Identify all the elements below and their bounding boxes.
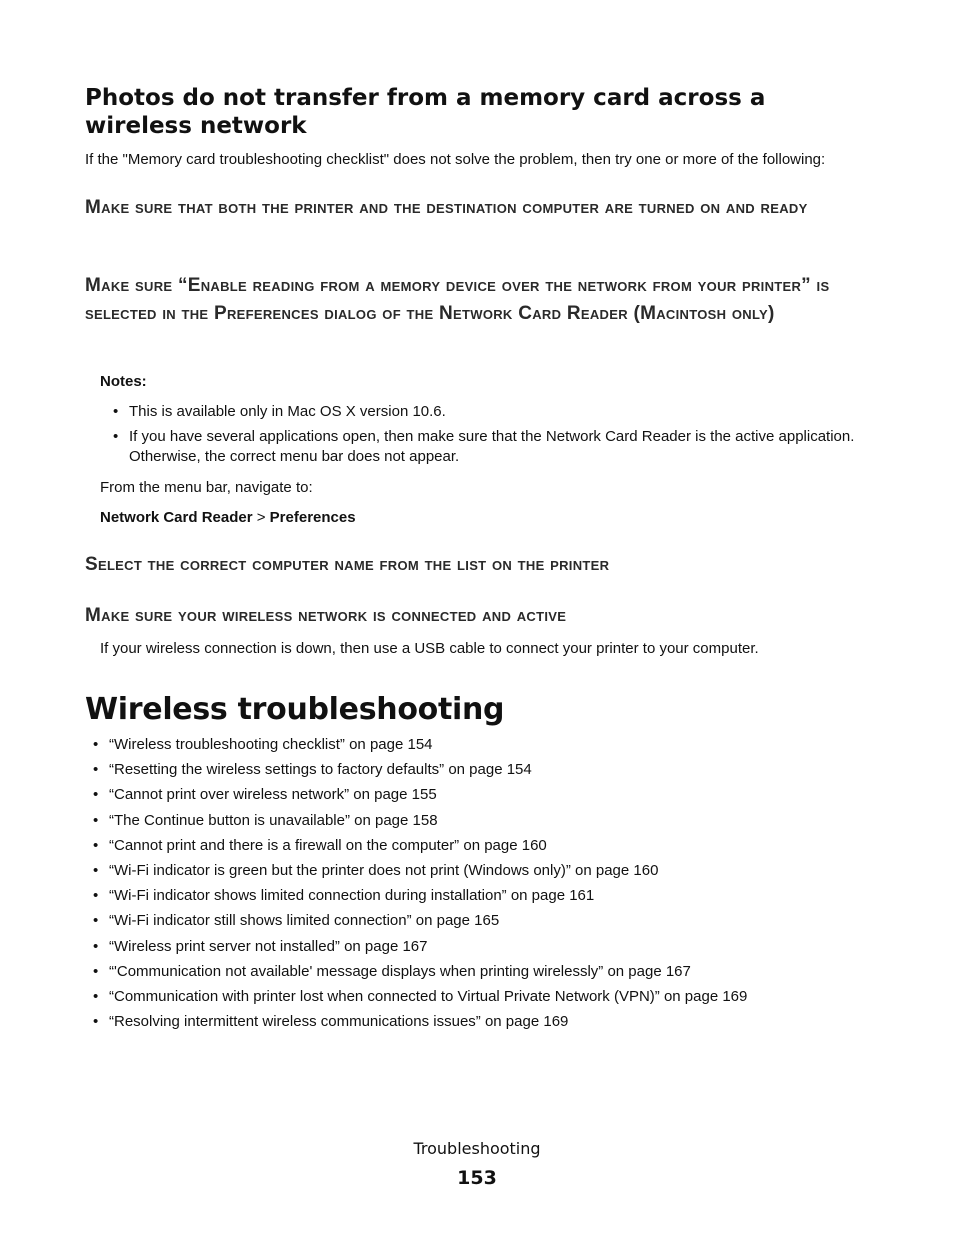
- topic-link-text: “Resolving intermittent wireless communications issues” on page 169: [109, 1013, 569, 1031]
- topic-link[interactable]: [93, 1012, 909, 1032]
- topic-link[interactable]: [93, 886, 909, 906]
- topic-link[interactable]: [93, 785, 909, 805]
- topic-link[interactable]: [93, 760, 909, 780]
- bullet-icon: •: [93, 761, 99, 779]
- topic-link[interactable]: [93, 987, 909, 1007]
- notes-label: Notes:: [100, 373, 147, 390]
- nav-path-part-1: Network Card Reader: [100, 509, 253, 526]
- topic-link-text: “The Continue button is unavailable” on page 158: [109, 811, 438, 829]
- chapter-heading: Wireless troubleshooting: [85, 692, 505, 727]
- topic-link[interactable]: [93, 811, 909, 831]
- step-heading-3: Select the correct computer name from the list on the printer: [85, 554, 610, 575]
- footer-section-name: Troubleshooting: [413, 1139, 541, 1158]
- topic-link[interactable]: [93, 937, 909, 957]
- bullet-icon: •: [93, 836, 99, 854]
- notes-list: [113, 402, 889, 472]
- bullet-icon: •: [93, 987, 99, 1005]
- topic-link[interactable]: [93, 735, 909, 755]
- bullet-icon: •: [93, 937, 99, 955]
- topic-link-text: “Cannot print and there is a firewall on the computer” on page 160: [109, 836, 547, 854]
- bullet-icon: •: [113, 403, 119, 420]
- nav-intro: From the menu bar, navigate to:: [100, 479, 313, 496]
- note-item: [113, 427, 889, 467]
- note-text: If you have several applications open, then make sure that the Network Card Reader is the active application. Otherwise, the correct menu bar does not appear.: [129, 428, 855, 465]
- nav-path-separator: >: [252, 509, 270, 526]
- note-text: This is available only in Mac OS X version 10.6.: [129, 403, 446, 420]
- topic-link-text: “Cannot print over wireless network” on page 155: [109, 786, 437, 804]
- bullet-icon: •: [113, 428, 119, 445]
- note-item: [113, 402, 889, 422]
- topic-link-text: “Communication with printer lost when connected to Virtual Private Network (VPN)” on page 169: [109, 987, 748, 1005]
- topic-link-text: “Wireless print server not installed” on page 167: [109, 937, 428, 955]
- step-heading-1: Make sure that both the printer and the destination computer are turned on and ready: [85, 197, 808, 218]
- topic-link-text: “Wireless troubleshooting checklist” on page 154: [109, 736, 433, 753]
- nav-path: [100, 508, 356, 528]
- bullet-icon: •: [93, 962, 99, 980]
- footer-page-number: 153: [457, 1167, 497, 1189]
- topic-link-text: “Resetting the wireless settings to factory defaults” on page 154: [109, 761, 532, 779]
- bullet-icon: •: [93, 736, 99, 753]
- nav-path-part-2: Preferences: [269, 509, 356, 526]
- bullet-icon: •: [93, 861, 99, 879]
- bullet-icon: •: [93, 811, 99, 829]
- topic-link[interactable]: [93, 836, 909, 856]
- step-heading-2: Make sure “Enable reading from a memory device over the network from your printer” is selected in the Preferences dialog of the Network Card Reader (Macintosh only): [85, 275, 830, 324]
- topic-link-text: “Wi-Fi indicator still shows limited connection” on page 165: [109, 912, 500, 930]
- bullet-icon: •: [93, 887, 99, 905]
- section-intro: If the "Memory card troubleshooting checklist" does not solve the problem, then try one or more of the following:: [85, 151, 826, 168]
- bullet-icon: •: [93, 786, 99, 804]
- bullet-icon: •: [93, 1013, 99, 1031]
- step-heading-4: Make sure your wireless network is connected and active: [85, 605, 567, 626]
- topic-link[interactable]: [93, 911, 909, 931]
- step-4-text: If your wireless connection is down, then use a USB cable to connect your printer to your computer.: [100, 640, 759, 657]
- topic-link[interactable]: [93, 861, 909, 881]
- topic-link-text: “Wi-Fi indicator is green but the printer does not print (Windows only)” on page 160: [109, 861, 659, 879]
- topic-link-text: “Wi-Fi indicator shows limited connection during installation” on page 161: [109, 887, 595, 905]
- topic-link-text: “'Communication not available' message displays when printing wirelessly” on page 167: [109, 962, 691, 980]
- topic-link[interactable]: [93, 962, 909, 982]
- section-heading: Photos do not transfer from a memory card across a wireless network: [85, 85, 766, 139]
- bullet-icon: •: [93, 912, 99, 930]
- wireless-topic-list: [93, 735, 909, 1037]
